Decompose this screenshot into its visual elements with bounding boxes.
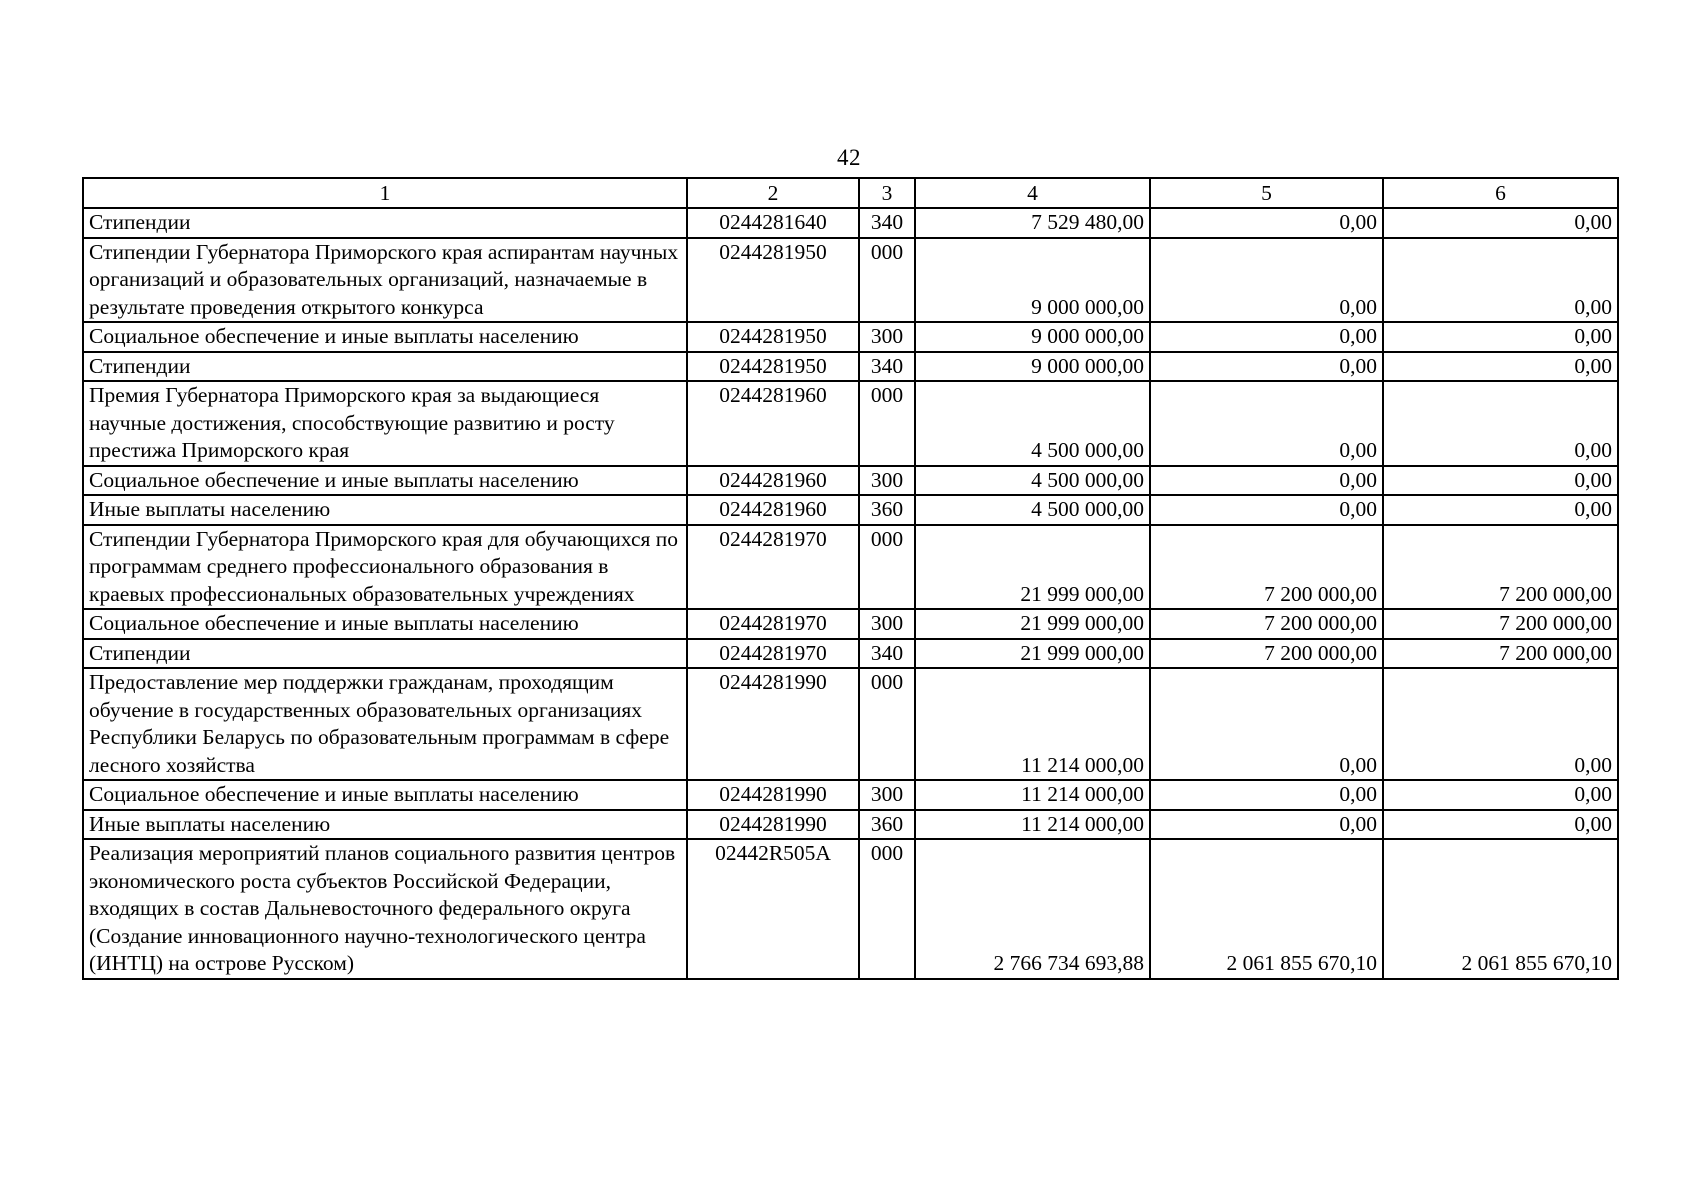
amount-column-4: 9 000 000,00 bbox=[915, 238, 1150, 323]
expense-type-code: 300 bbox=[859, 609, 915, 639]
table-row bbox=[83, 668, 1618, 780]
target-article-code: 0244281970 bbox=[687, 525, 859, 610]
amount-column-6: 7 200 000,00 bbox=[1383, 525, 1618, 610]
amount-column-5: 0,00 bbox=[1150, 381, 1383, 466]
column-header: 4 bbox=[915, 178, 1150, 208]
amount-column-6: 0,00 bbox=[1383, 322, 1618, 352]
row-description: Иные выплаты населению bbox=[83, 495, 687, 525]
target-article-code: 0244281990 bbox=[687, 668, 859, 780]
target-article-code: 0244281970 bbox=[687, 639, 859, 669]
page-number: 42 bbox=[837, 145, 861, 170]
table-header-row bbox=[83, 178, 1618, 208]
amount-column-4: 11 214 000,00 bbox=[915, 780, 1150, 810]
amount-column-6: 0,00 bbox=[1383, 466, 1618, 496]
table-row bbox=[83, 495, 1618, 525]
target-article-code: 0244281960 bbox=[687, 466, 859, 496]
row-description: Реализация мероприятий планов социального развития центров экономического роста субъектов Российской Федерации, входящих в состав Дальневосточного федерального округа (Создание инновационного научно-технологического центра (ИНТЦ) на острове Русском) bbox=[83, 839, 687, 979]
amount-column-5: 0,00 bbox=[1150, 322, 1383, 352]
amount-column-5: 0,00 bbox=[1150, 466, 1383, 496]
expense-type-code: 000 bbox=[859, 238, 915, 323]
amount-column-5: 7 200 000,00 bbox=[1150, 525, 1383, 610]
amount-column-6: 0,00 bbox=[1383, 381, 1618, 466]
amount-column-5: 7 200 000,00 bbox=[1150, 609, 1383, 639]
table-row bbox=[83, 381, 1618, 466]
expense-type-code: 340 bbox=[859, 639, 915, 669]
target-article-code: 0244281960 bbox=[687, 381, 859, 466]
amount-column-6: 7 200 000,00 bbox=[1383, 639, 1618, 669]
table-row bbox=[83, 780, 1618, 810]
target-article-code: 0244281990 bbox=[687, 810, 859, 840]
amount-column-4: 9 000 000,00 bbox=[915, 322, 1150, 352]
expense-type-code: 000 bbox=[859, 381, 915, 466]
expense-type-code: 000 bbox=[859, 668, 915, 780]
table-row bbox=[83, 352, 1618, 382]
amount-column-5: 0,00 bbox=[1150, 208, 1383, 238]
table-row bbox=[83, 208, 1618, 238]
column-header: 2 bbox=[687, 178, 859, 208]
column-header: 1 bbox=[83, 178, 687, 208]
amount-column-4: 21 999 000,00 bbox=[915, 639, 1150, 669]
target-article-code: 0244281960 bbox=[687, 495, 859, 525]
amount-column-4: 4 500 000,00 bbox=[915, 381, 1150, 466]
row-description: Социальное обеспечение и иные выплаты населению bbox=[83, 466, 687, 496]
expense-type-code: 000 bbox=[859, 839, 915, 979]
expense-type-code: 300 bbox=[859, 322, 915, 352]
amount-column-6: 0,00 bbox=[1383, 780, 1618, 810]
table-row bbox=[83, 810, 1618, 840]
target-article-code: 02442R505A bbox=[687, 839, 859, 979]
row-description: Социальное обеспечение и иные выплаты населению bbox=[83, 322, 687, 352]
amount-column-6: 0,00 bbox=[1383, 495, 1618, 525]
amount-column-5: 0,00 bbox=[1150, 780, 1383, 810]
amount-column-4: 11 214 000,00 bbox=[915, 810, 1150, 840]
amount-column-6: 0,00 bbox=[1383, 810, 1618, 840]
amount-column-4: 9 000 000,00 bbox=[915, 352, 1150, 382]
table-row bbox=[83, 525, 1618, 610]
table-row bbox=[83, 322, 1618, 352]
table-row bbox=[83, 466, 1618, 496]
expense-type-code: 340 bbox=[859, 352, 915, 382]
row-description: Премия Губернатора Приморского края за выдающиеся научные достижения, способствующие развитию и росту престижа Приморского края bbox=[83, 381, 687, 466]
expense-type-code: 360 bbox=[859, 810, 915, 840]
expense-type-code: 340 bbox=[859, 208, 915, 238]
row-description: Социальное обеспечение и иные выплаты населению bbox=[83, 609, 687, 639]
amount-column-4: 4 500 000,00 bbox=[915, 466, 1150, 496]
amount-column-6: 0,00 bbox=[1383, 668, 1618, 780]
amount-column-6: 0,00 bbox=[1383, 352, 1618, 382]
row-description: Стипендии Губернатора Приморского края аспирантам научных организаций и образовательных организаций, назначаемые в результате проведения открытого конкурса bbox=[83, 238, 687, 323]
table-row bbox=[83, 238, 1618, 323]
amount-column-4: 4 500 000,00 bbox=[915, 495, 1150, 525]
row-description: Предоставление мер поддержки гражданам, проходящим обучение в государственных образовательных организациях Республики Беларусь по образовательным программам в сфере лесного хозяйства bbox=[83, 668, 687, 780]
amount-column-4: 2 766 734 693,88 bbox=[915, 839, 1150, 979]
target-article-code: 0244281970 bbox=[687, 609, 859, 639]
amount-column-5: 7 200 000,00 bbox=[1150, 639, 1383, 669]
target-article-code: 0244281950 bbox=[687, 322, 859, 352]
expense-type-code: 300 bbox=[859, 466, 915, 496]
table-body bbox=[83, 178, 1618, 979]
amount-column-4: 21 999 000,00 bbox=[915, 525, 1150, 610]
row-description: Стипендии bbox=[83, 208, 687, 238]
amount-column-5: 2 061 855 670,10 bbox=[1150, 839, 1383, 979]
expense-type-code: 300 bbox=[859, 780, 915, 810]
expense-type-code: 000 bbox=[859, 525, 915, 610]
row-description: Иные выплаты населению bbox=[83, 810, 687, 840]
amount-column-5: 0,00 bbox=[1150, 810, 1383, 840]
table-row bbox=[83, 839, 1618, 979]
amount-column-5: 0,00 bbox=[1150, 238, 1383, 323]
target-article-code: 0244281990 bbox=[687, 780, 859, 810]
amount-column-4: 11 214 000,00 bbox=[915, 668, 1150, 780]
table-row bbox=[83, 639, 1618, 669]
amount-column-5: 0,00 bbox=[1150, 495, 1383, 525]
amount-column-6: 0,00 bbox=[1383, 238, 1618, 323]
row-description: Стипендии bbox=[83, 352, 687, 382]
amount-column-6: 7 200 000,00 bbox=[1383, 609, 1618, 639]
amount-column-5: 0,00 bbox=[1150, 668, 1383, 780]
target-article-code: 0244281640 bbox=[687, 208, 859, 238]
target-article-code: 0244281950 bbox=[687, 238, 859, 323]
row-description: Социальное обеспечение и иные выплаты населению bbox=[83, 780, 687, 810]
row-description: Стипендии Губернатора Приморского края для обучающихся по программам среднего профессионального образования в краевых профессиональных образовательных учреждениях bbox=[83, 525, 687, 610]
table-row bbox=[83, 609, 1618, 639]
column-header: 6 bbox=[1383, 178, 1618, 208]
amount-column-4: 7 529 480,00 bbox=[915, 208, 1150, 238]
column-header: 5 bbox=[1150, 178, 1383, 208]
target-article-code: 0244281950 bbox=[687, 352, 859, 382]
row-description: Стипендии bbox=[83, 639, 687, 669]
budget-table bbox=[82, 177, 1619, 980]
amount-column-6: 2 061 855 670,10 bbox=[1383, 839, 1618, 979]
amount-column-4: 21 999 000,00 bbox=[915, 609, 1150, 639]
amount-column-6: 0,00 bbox=[1383, 208, 1618, 238]
amount-column-5: 0,00 bbox=[1150, 352, 1383, 382]
expense-type-code: 360 bbox=[859, 495, 915, 525]
column-header: 3 bbox=[859, 178, 915, 208]
